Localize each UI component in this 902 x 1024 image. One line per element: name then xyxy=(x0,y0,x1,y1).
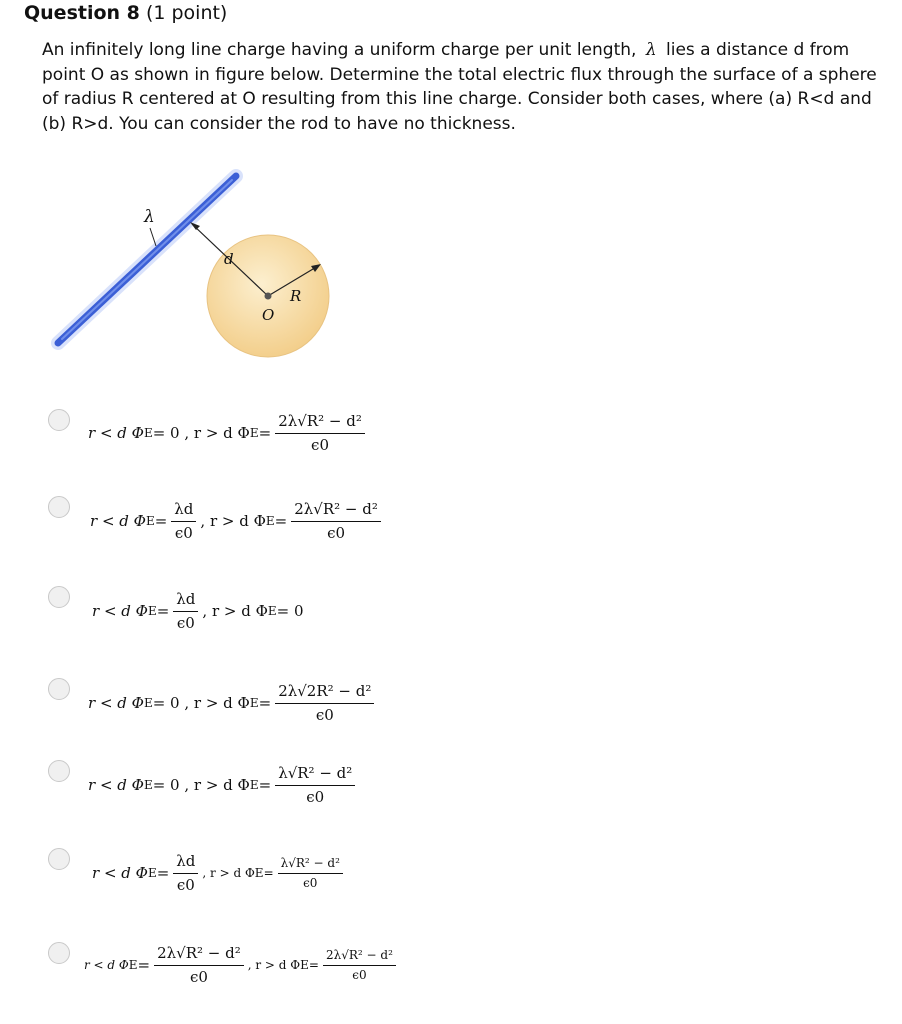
option-4-b-sub: E xyxy=(249,696,259,710)
option-7-b-sub: E xyxy=(300,958,309,972)
option-1-a-sub: E xyxy=(143,426,153,440)
option-1-formula[interactable] xyxy=(88,412,369,454)
option-5-a-val: = 0 , r > d Φ xyxy=(152,776,250,794)
option-4-formula[interactable] xyxy=(88,682,378,724)
option-7-b-frac xyxy=(323,948,396,982)
option-1-b-frac xyxy=(275,412,365,454)
option-4-b-frac xyxy=(275,682,374,724)
option-3-radio[interactable] xyxy=(48,586,70,608)
option-7-b-eq: = xyxy=(308,958,319,972)
option-5-b-den: ϵ0 xyxy=(306,788,325,806)
option-6-b-num: λ√R² − d² xyxy=(278,856,343,874)
option-2-a-eq: = xyxy=(154,512,168,530)
question-text-part2: lies a distance d from point O as shown in figure below. Determine the total electric flux through the surface of a sphere of radius R centered at O resulting from this line charge. Consider both cases, where (a) R<d and (b) R>d. You can consider the rod to have no thickness. xyxy=(42,40,877,134)
option-5-formula[interactable] xyxy=(88,764,359,806)
o-label: O xyxy=(262,306,275,324)
option-4-a-val: = 0 , r > d Φ xyxy=(152,694,250,712)
option-1-b-den: ϵ0 xyxy=(311,436,329,454)
option-6-b-eq: = xyxy=(263,866,274,880)
option-4-b-den: ϵ0 xyxy=(315,706,334,724)
option-6-b-pre: , r > d Φ xyxy=(202,866,255,880)
option-1-a-val: = 0 , r > d Φ xyxy=(152,424,250,442)
option-6-a-eq: = xyxy=(156,864,170,882)
option-2-a-num: λd xyxy=(171,500,196,522)
option-5-b-frac xyxy=(275,764,355,806)
question-text xyxy=(42,38,882,136)
option-6-b-sub: E xyxy=(254,866,264,880)
lambda-pointer xyxy=(150,228,156,246)
option-3-b-sub: E xyxy=(267,604,277,618)
option-6-a-sub: E xyxy=(147,866,157,880)
option-6-b-den: ϵ0 xyxy=(303,876,318,890)
question-points: (1 point) xyxy=(145,2,228,24)
lambda-label: λ xyxy=(144,207,155,227)
option-3-a: r < d Φ xyxy=(92,602,148,620)
option-7-b-pre: , r > d Φ xyxy=(247,958,301,972)
option-2-formula[interactable] xyxy=(90,500,385,542)
option-1-b-eq: = xyxy=(258,424,272,442)
option-7-a-den: ϵ0 xyxy=(189,968,208,986)
center-point xyxy=(265,293,272,300)
option-7-a-sub: E xyxy=(128,958,138,972)
d-label: d xyxy=(224,250,234,268)
option-3-b-pre: , r > d Φ xyxy=(202,602,268,620)
option-3-a-sub: E xyxy=(147,604,157,618)
option-6-a: r < d Φ xyxy=(92,864,148,882)
option-2-a-frac xyxy=(171,500,196,542)
option-4-a-sub: E xyxy=(143,696,153,710)
option-4-b-num: 2λ√2R² − d² xyxy=(275,682,374,704)
r-label: R xyxy=(290,287,302,305)
option-7-formula[interactable] xyxy=(84,944,400,986)
option-6-radio[interactable] xyxy=(48,848,70,870)
option-7-a-eq: = xyxy=(137,956,151,974)
option-6-a-num: λd xyxy=(173,852,198,874)
option-1-radio[interactable] xyxy=(48,409,70,431)
option-7-a: r < d Φ xyxy=(84,958,129,972)
option-6-formula[interactable] xyxy=(92,852,347,894)
line-charge-figure xyxy=(40,160,360,370)
option-6-a-den: ϵ0 xyxy=(176,876,195,894)
option-2-a: r < d Φ xyxy=(90,512,146,530)
option-2-b-frac xyxy=(291,500,381,542)
option-1-b-num: 2λ√R² − d² xyxy=(275,412,365,434)
option-2-b-sub: E xyxy=(265,514,275,528)
option-2-b-den: ϵ0 xyxy=(327,524,346,542)
option-5-a-sub: E xyxy=(143,778,153,792)
option-7-b-num: 2λ√R² − d² xyxy=(323,948,396,966)
rod-highlight xyxy=(62,180,232,339)
option-2-a-den: ϵ0 xyxy=(174,524,193,542)
option-6-a-frac xyxy=(173,852,198,894)
option-1-a: r < d Φ xyxy=(88,424,144,442)
option-4-radio[interactable] xyxy=(48,678,70,700)
option-4-b-eq: = xyxy=(258,694,272,712)
option-1-b-sub: E xyxy=(249,426,259,440)
option-5-b-num: λ√R² − d² xyxy=(275,764,355,786)
question-text-part1: An infinitely long line charge having a uniform charge per unit length, xyxy=(42,40,637,60)
option-6-b-frac xyxy=(278,856,343,890)
option-5-a: r < d Φ xyxy=(88,776,144,794)
option-5-radio[interactable] xyxy=(48,760,70,782)
option-4-a: r < d Φ xyxy=(88,694,144,712)
option-7-radio[interactable] xyxy=(48,942,70,964)
option-5-b-eq: = xyxy=(258,776,272,794)
option-2-b-eq: = xyxy=(274,512,288,530)
option-5-b-sub: E xyxy=(249,778,259,792)
option-3-a-num: λd xyxy=(173,590,198,612)
option-7-a-frac xyxy=(154,944,244,986)
option-2-b-pre: , r > d Φ xyxy=(200,512,266,530)
option-3-a-eq: = xyxy=(156,602,170,620)
option-3-b-val: = 0 xyxy=(276,602,304,620)
option-2-radio[interactable] xyxy=(48,496,70,518)
lambda-symbol: λ xyxy=(645,40,657,60)
option-2-a-sub: E xyxy=(145,514,155,528)
option-3-a-den: ϵ0 xyxy=(176,614,195,632)
option-3-formula[interactable] xyxy=(92,590,304,632)
option-7-a-num: 2λ√R² − d² xyxy=(154,944,244,966)
question-header xyxy=(24,2,227,24)
question-title: Question 8 xyxy=(24,2,140,24)
option-2-b-num: 2λ√R² − d² xyxy=(291,500,381,522)
option-3-a-frac xyxy=(173,590,198,632)
option-7-b-den: ϵ0 xyxy=(352,968,367,982)
